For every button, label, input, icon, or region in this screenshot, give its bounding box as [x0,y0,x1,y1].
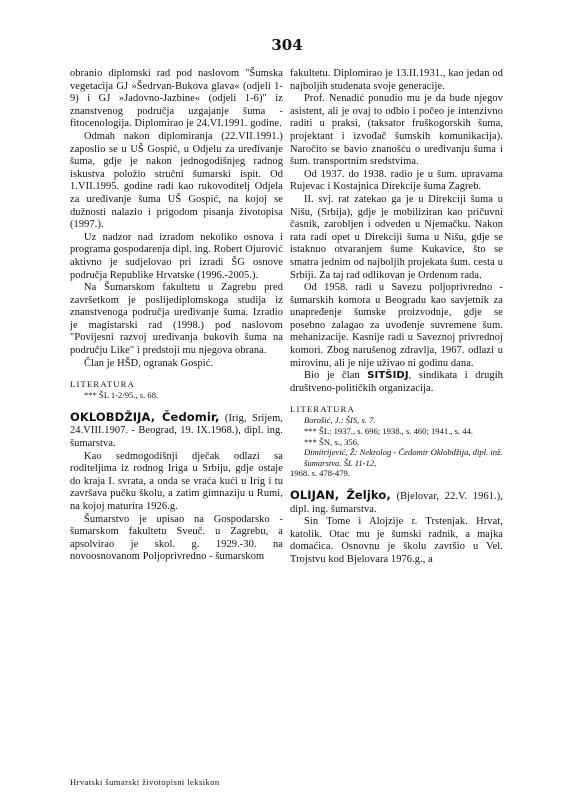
paragraph: Uz nadzor nad izradom nekoliko osnova i programa gospodarenja dipl. ing. Robert Ojurović aktivno je sudjelovao pri izradi ŠG osnove područja Republike Hrvatske (1996.-2005.). [70,231,283,281]
literature-item: *** ŠL: 1937., s. 696; 1938., s. 460; 1941., s. 44. [304,426,474,437]
right-column [290,68,503,567]
entry-details: (Bjelovar, 22.V. 1961.), dipl. ing. šumarstva. [290,491,503,515]
literature-heading: LITERATURA [70,379,135,390]
paragraph: Prof. Nenadić ponudio mu je da bude njegov asistent, ali je ovaj to odbio i počeo je intenzivno raditi u praksi, (taksator fruškogorskih šuma, projektant i izvođač šumskih komunikacija). Naročito se bavio znanošću o uređivanju šuma i šum. transportnim sredstvima. [290,93,503,168]
footer: Hrvatski šumarski životopisni leksikon [70,777,220,787]
literature-item-text: Dimitrijević, Ž: Nekrolog - Čedomir Oklobdžija, dipl. inž. šumarstva. ŠL 11-12, [304,447,503,468]
entry-heading [70,411,283,451]
paragraph [290,370,503,395]
paragraph: Od 1958. radi u Savezu poljoprivredno - šumarskih komora u Beogradu kao savjetnik za unapređenje šumske proizvodnje, gdje se posebno zalagao za uvođenje suvremene šum. mehanizacije. Kasnije radi u Saveznoj privrednoj komori. Zbog narušenog zdravlja, 1967. odlazi u mirovinu, ali je nije uživao ni godinu dana. [290,282,503,369]
organization-abbreviation: SITŠIDJ [367,370,409,382]
paragraph: fakultetu. Diplomirao je 13.II.1931., kao jedan od najboljih studenata svoje generacije. [290,68,503,92]
paragraph: Odmah nakon diplomiranja (22.VII.1991.) zaposlio se u UŠ Gospić, u Odjelu za uređivanje šuma, gdje je nakon jednogodišnjeg radnog iskustva položio stručni šumarski ispit. Od 1.VII.1995. godine radi kao rukovoditelj Odjela za uređivanje šuma UŠ Gospić, na kojoj se dužnosti nalazio i prigodom pisanja životopisa (1997.). [70,130,283,231]
entry-heading [290,489,503,516]
literature-item-text: Borošić, J.: ŠIS, s. 7. [304,415,376,426]
page-number: 304 [271,36,303,54]
paragraph: Od 1937. do 1938. radio je u šum. upravama Rujevac i Kostajnica Direkcije šuma Zagreb. [290,168,503,193]
paragraph: Šumarstvo je upisao na Gospodarsko - šumarskom fakultetu Sveuč. u Zagrebu, a apsolvirao je skol. g. 1929.-30. na novoosnovanom Poljoprivredno - šumarskom [70,513,283,563]
paragraph: Na Šumarskom fakultetu u Zagrebu pred završetkom je poslijediplomskoga studija iz znanstvenoga područja uređivanje šuma. Izradio je magistarski rad (1998.) pod naslovom "Povijesni razvoj uređivanja bukovih šuma na području Like" i predstoji mu njegova obrana. [70,282,283,357]
text-run: Bio je član [304,370,368,382]
left-column [70,68,283,564]
literature-item [290,447,503,468]
paragraph: obranio diplomski rad pod naslovom "Šumska vegetacija GJ »Šedrvan-Bukova glava« (odjeli 1-9) i GJ »Jadovno-Jazbine« (odjeli 1-6)" iz znanstvenog područja uzgajanje šuma - fitocenologija. Diplomirao je 24.VI.1991. godine. [70,68,283,130]
paragraph: Član je HŠD, ogranak Gospić. [84,357,214,369]
text-run: , sindikata i drugih društveno-političkih organizacija. [290,370,503,394]
entry-name: OLIJAN, Željko, [290,488,391,502]
literature-item [290,415,503,426]
paragraph: II. svj. rat zatekao ga je u Direkciji šuma u Nišu, (Srbija), gdje je mobiliziran kao pričuvni časnik, zarobljen i odveden u Njemačku. Nakon rata radi opet u Direkciji šuma u Nišu, gdje se istaknuo otvaranjem šume Kukavice, što se smatra jednim od najboljih projekata šum. cesta u Srbiji. Za taj rad odlikovan je Ordenom rada. [290,193,503,281]
paragraph: Sin Tome i Alojzije r. Trstenjak. Hrvat, katolik. Otac mu je šumski radnik, a majka domaćica. Osnovnu je školu završio u Vel. Trojstvu kod Bjelovara 1976.g., a [290,516,503,565]
literature-heading: LITERATURA [290,404,355,415]
entry-name: OKLOBDŽIJA, Čedomir, [70,409,220,424]
entry-details: (Irig, Srijem, 24.VIII.1907. - Beograd, 19. IX.1968.), dipl. ing. šumarstva. [70,412,283,450]
paragraph: Kao sedmogodišnji dječak odlazi sa roditeljima iz rodnog Iriga u Srbiju, gdje ostaje do kraja I. svrata, a onda se vraća kući u Irig i tu završava pučku školu, a zatim gimnaziju u Rumi, na kojoj maturira 1926.g. [70,450,283,512]
literature-item: *** ŠN, s., 356. [304,436,360,447]
literature-item-continuation: 1968. s. 478-479. [290,468,350,479]
literature-item: *** ŠL 1-2/95., s. 68. [84,390,159,401]
